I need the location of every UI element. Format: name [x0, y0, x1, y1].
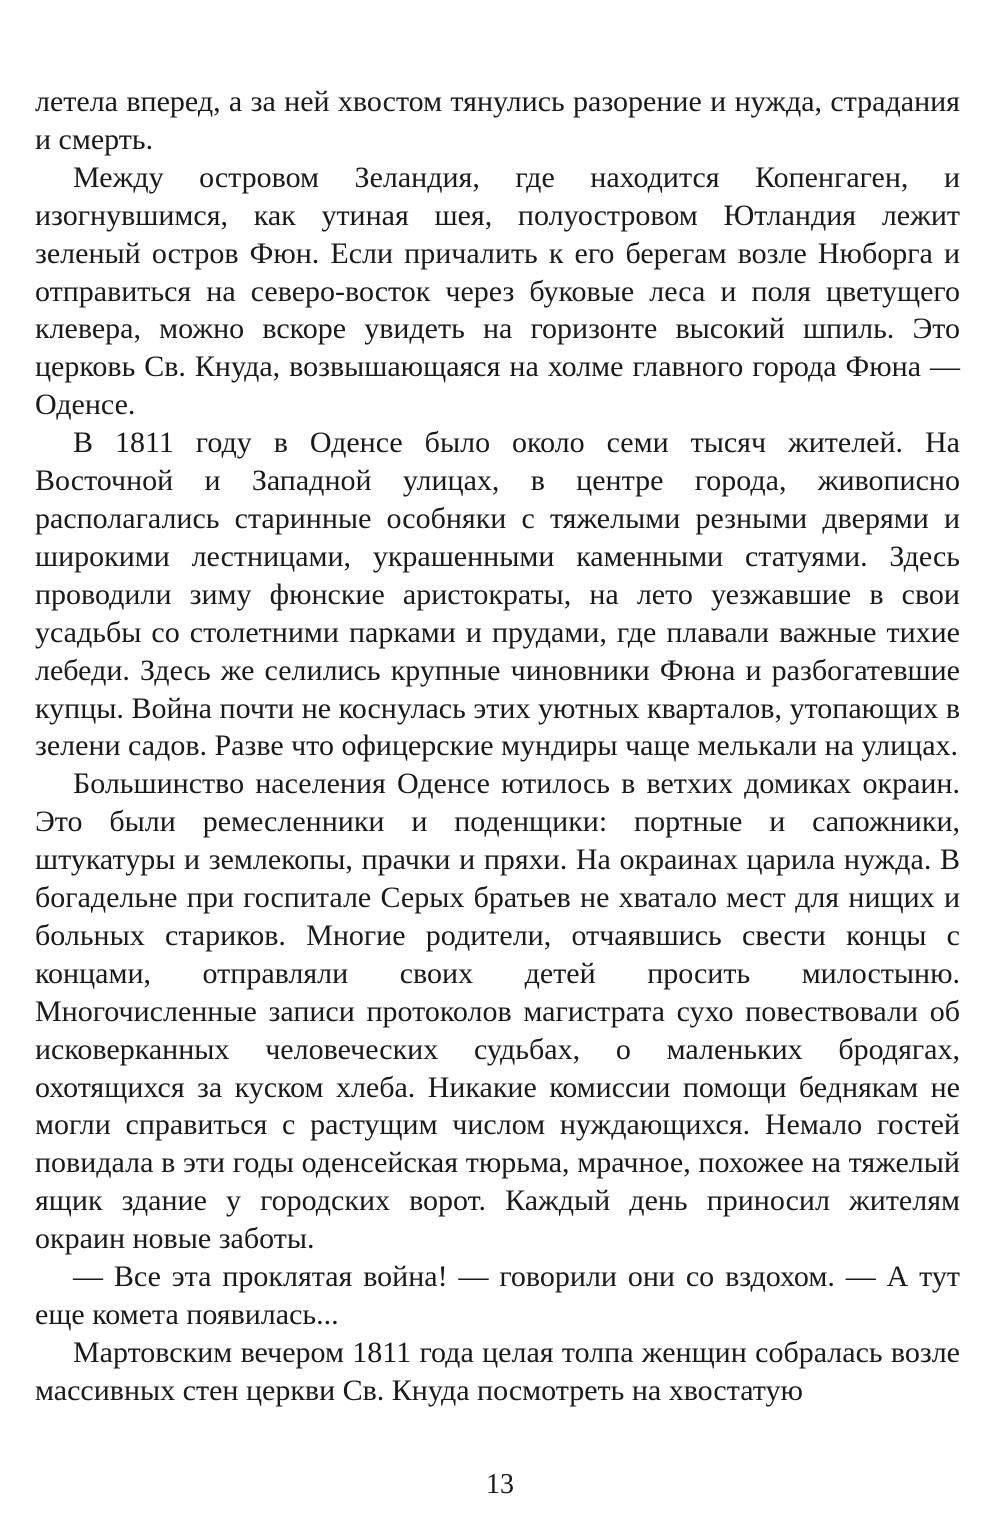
- paragraph-dialogue: — Все эта проклятая война! — говорили они со вздохом. — А тут еще комета появилась...: [35, 1260, 960, 1331]
- paragraph-outskirts: Большинство населения Оденсе ютилось в ветхих домиках окраин. Это были ремесленники и поденщики: портные и сапожники, штукатуры и землекопы, прачки и пряхи. На окраинах царила нужда. В богадельне при госпитале Серых братьев не хватало мест для нищих и больных стариков. Многие родители, отчаявшись свести концы с концами, отправляли своих детей просить милостыню. Многочисленные записи протоколов магистрата сухо повествовали об исковерканных человеческих судьбах, о маленьких бродягах, охотящихся за куском хлеба. Никакие комиссии помощи беднякам не могли справиться с растущим числом нуждающихся. Немало гостей повидала в эти годы оденсейская тюрьма, мрачное, похожее на тяжелый ящик здание у городских ворот. Каждый день приносил жителям окраин новые заботы.: [35, 767, 960, 1256]
- paragraph-continuation: летела вперед, а за ней хвостом тянулись разорение и нужда, страдания и смерть.: [35, 85, 960, 156]
- page-text: [35, 83, 960, 1410]
- paragraph-march-evening: Мартовским вечером 1811 года целая толпа женщин собралась возле массивных стен церкви Св. Кнуда посмотреть на хвостатую: [35, 1335, 960, 1407]
- page-number: 13: [486, 1469, 514, 1500]
- paragraph-funen: Между островом Зеландия, где находится Копенгаген, и изогнувшимся, как утиная шея, полуостровом Ютландия лежит зеленый остров Фюн. Если причалить к его берегам возле Нюборга и отправиться на северо-восток через буковые леса и поля цветущего клевера, можно вскоре увидеть на горизонте высокий шпиль. Это церковь Св. Кнуда, возвышающаяся на холме главного города Фюна — Оденсе.: [35, 160, 960, 422]
- paragraph-odense-1811: В 1811 году в Оденсе было около семи тысяч жителей. На Восточной и Западной улицах, в центре города, живописно располагались старинные особняки с тяжелыми резными дверями и широкими лестницами, украшенными каменными статуями. Здесь проводили зиму фюнские аристократы, на лето уезжавшие в свои усадьбы со столетними парками и прудами, где плавали важные тихие лебеди. Здесь же селились крупные чиновники Фюна и разбогатевшие купцы. Война почти не коснулась этих уютных кварталов, утопающих в зелени садов. Разве что офицерские мундиры чаще мелькали на улицах.: [35, 426, 960, 763]
